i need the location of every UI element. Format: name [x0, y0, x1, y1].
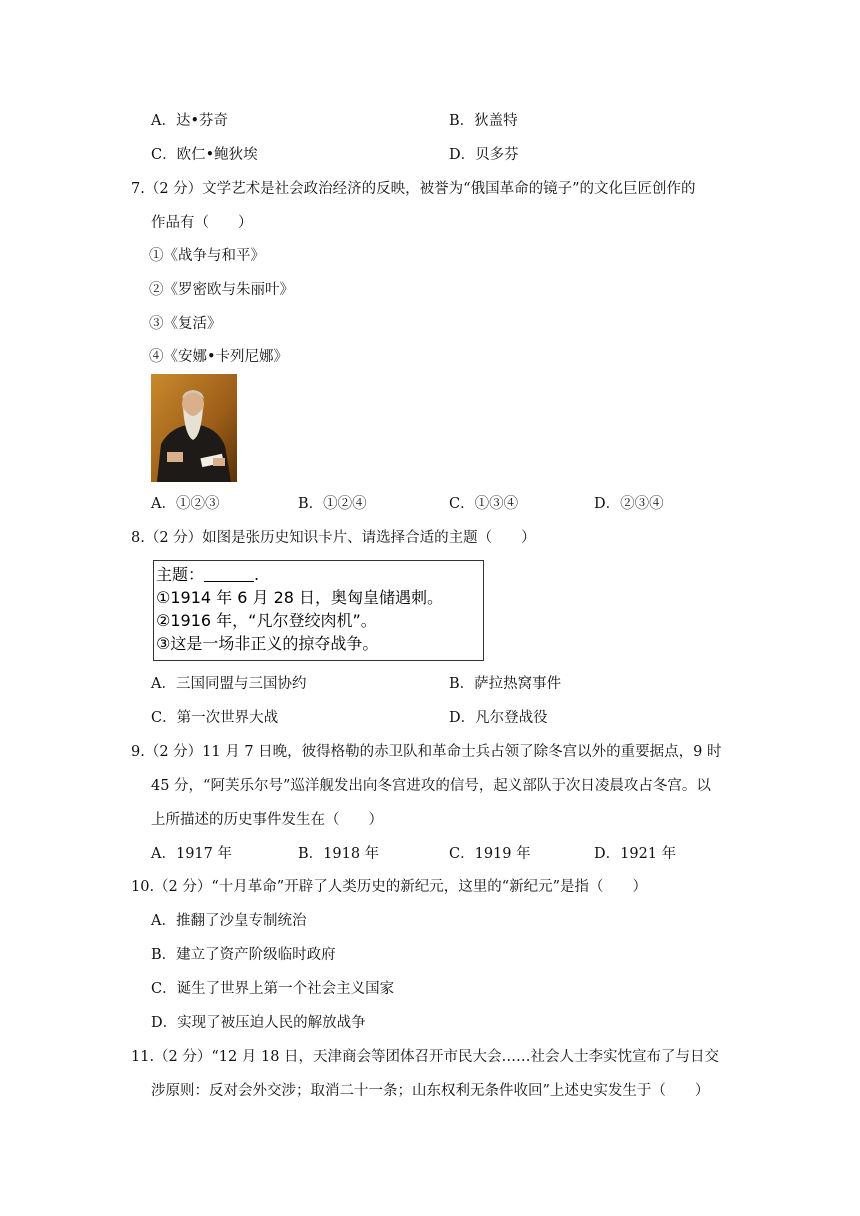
q10-option-b: B．建立了资产阶级临时政府	[151, 947, 336, 963]
q8-stem: 8.（2 分）如图是张历史知识卡片、请选择合适的主题（ ）	[131, 530, 536, 546]
card-topic-line	[156, 564, 259, 586]
q10-option-c: C．诞生了世界上第一个社会主义国家	[151, 981, 395, 997]
q7-item-1: ①《战争与和平》	[149, 248, 265, 264]
q11-stem-line2: 涉原则：反对会外交涉；取消二十一条；山东权利无条件收回”上述史实发生于（ ）	[151, 1083, 710, 1099]
q7-item-4: ④《安娜•卡列尼娜》	[149, 349, 289, 365]
q8-option-a: A．三国同盟与三国协约	[151, 676, 307, 692]
card-line-3: ③这是一场非正义的掠夺战争。	[156, 634, 379, 653]
q7-stem-line1: 7.（2 分）文学艺术是社会政治经济的反映，被誉为“俄国革命的镜子”的文化巨匠创作的	[131, 181, 696, 197]
q7-option-d: D．②③④	[594, 496, 664, 512]
q9-option-b: B．1918 年	[298, 846, 380, 862]
q8-option-d: D．凡尔登战役	[449, 710, 548, 726]
card-topic-blank	[204, 567, 254, 582]
q7-item-2: ②《罗密欧与朱丽叶》	[149, 282, 294, 298]
q6-option-a: A．达•芬奇	[151, 113, 229, 129]
q7-stem-line2: 作品有（ ）	[151, 215, 253, 231]
q7-option-c: C．①③④	[449, 496, 519, 512]
q7-item-3: ③《复活》	[149, 316, 222, 332]
q8-option-c: C．第一次世界大战	[151, 710, 279, 726]
q8-option-b: B．萨拉热窝事件	[449, 676, 562, 692]
card-topic-end: .	[254, 565, 260, 584]
q9-option-d: D．1921 年	[594, 846, 677, 862]
q6-option-b: B．狄盖特	[449, 113, 518, 129]
q9-option-c: C．1919 年	[449, 846, 531, 862]
q6-option-d: D．贝多芬	[449, 147, 519, 163]
card-topic-label: 主题：	[156, 565, 205, 584]
history-knowledge-card	[153, 560, 484, 661]
q7-option-a: A．①②③	[151, 496, 220, 512]
card-line-1: ①1914 年 6 月 28 日，奥匈皇储遇刺。	[156, 588, 444, 607]
q9-stem-line1: 9.（2 分）11 月 7 日晚，彼得格勒的赤卫队和革命士兵占领了除冬宫以外的重要据点，9 时	[131, 744, 722, 760]
q9-stem-line2: 45 分，“阿芙乐尔号”巡洋舰发出向冬宫进攻的信号，起义部队于次日凌晨攻占冬宫。以	[151, 778, 711, 794]
q10-stem: 10.（2 分）“十月革命”开辟了人类历史的新纪元，这里的“新纪元”是指（ ）	[131, 879, 648, 895]
q11-stem-line1: 11.（2 分）“12 月 18 日，天津商会等团体召开市民大会……社会人士李实忱宣布了与日交	[131, 1049, 720, 1065]
card-line-2: ②1916 年，“凡尔登绞肉机”。	[156, 611, 377, 630]
q9-stem-line3: 上所描述的历史事件发生在（ ）	[151, 812, 383, 828]
q10-option-d: D．实现了被压迫人民的解放战争	[151, 1015, 366, 1031]
q9-option-a: A．1917 年	[151, 846, 232, 862]
tolstoy-portrait	[151, 374, 237, 482]
q6-option-c: C．欧仁•鲍狄埃	[151, 147, 258, 163]
q7-option-b: B．①②④	[298, 496, 367, 512]
q10-option-a: A．推翻了沙皇专制统治	[151, 913, 307, 929]
